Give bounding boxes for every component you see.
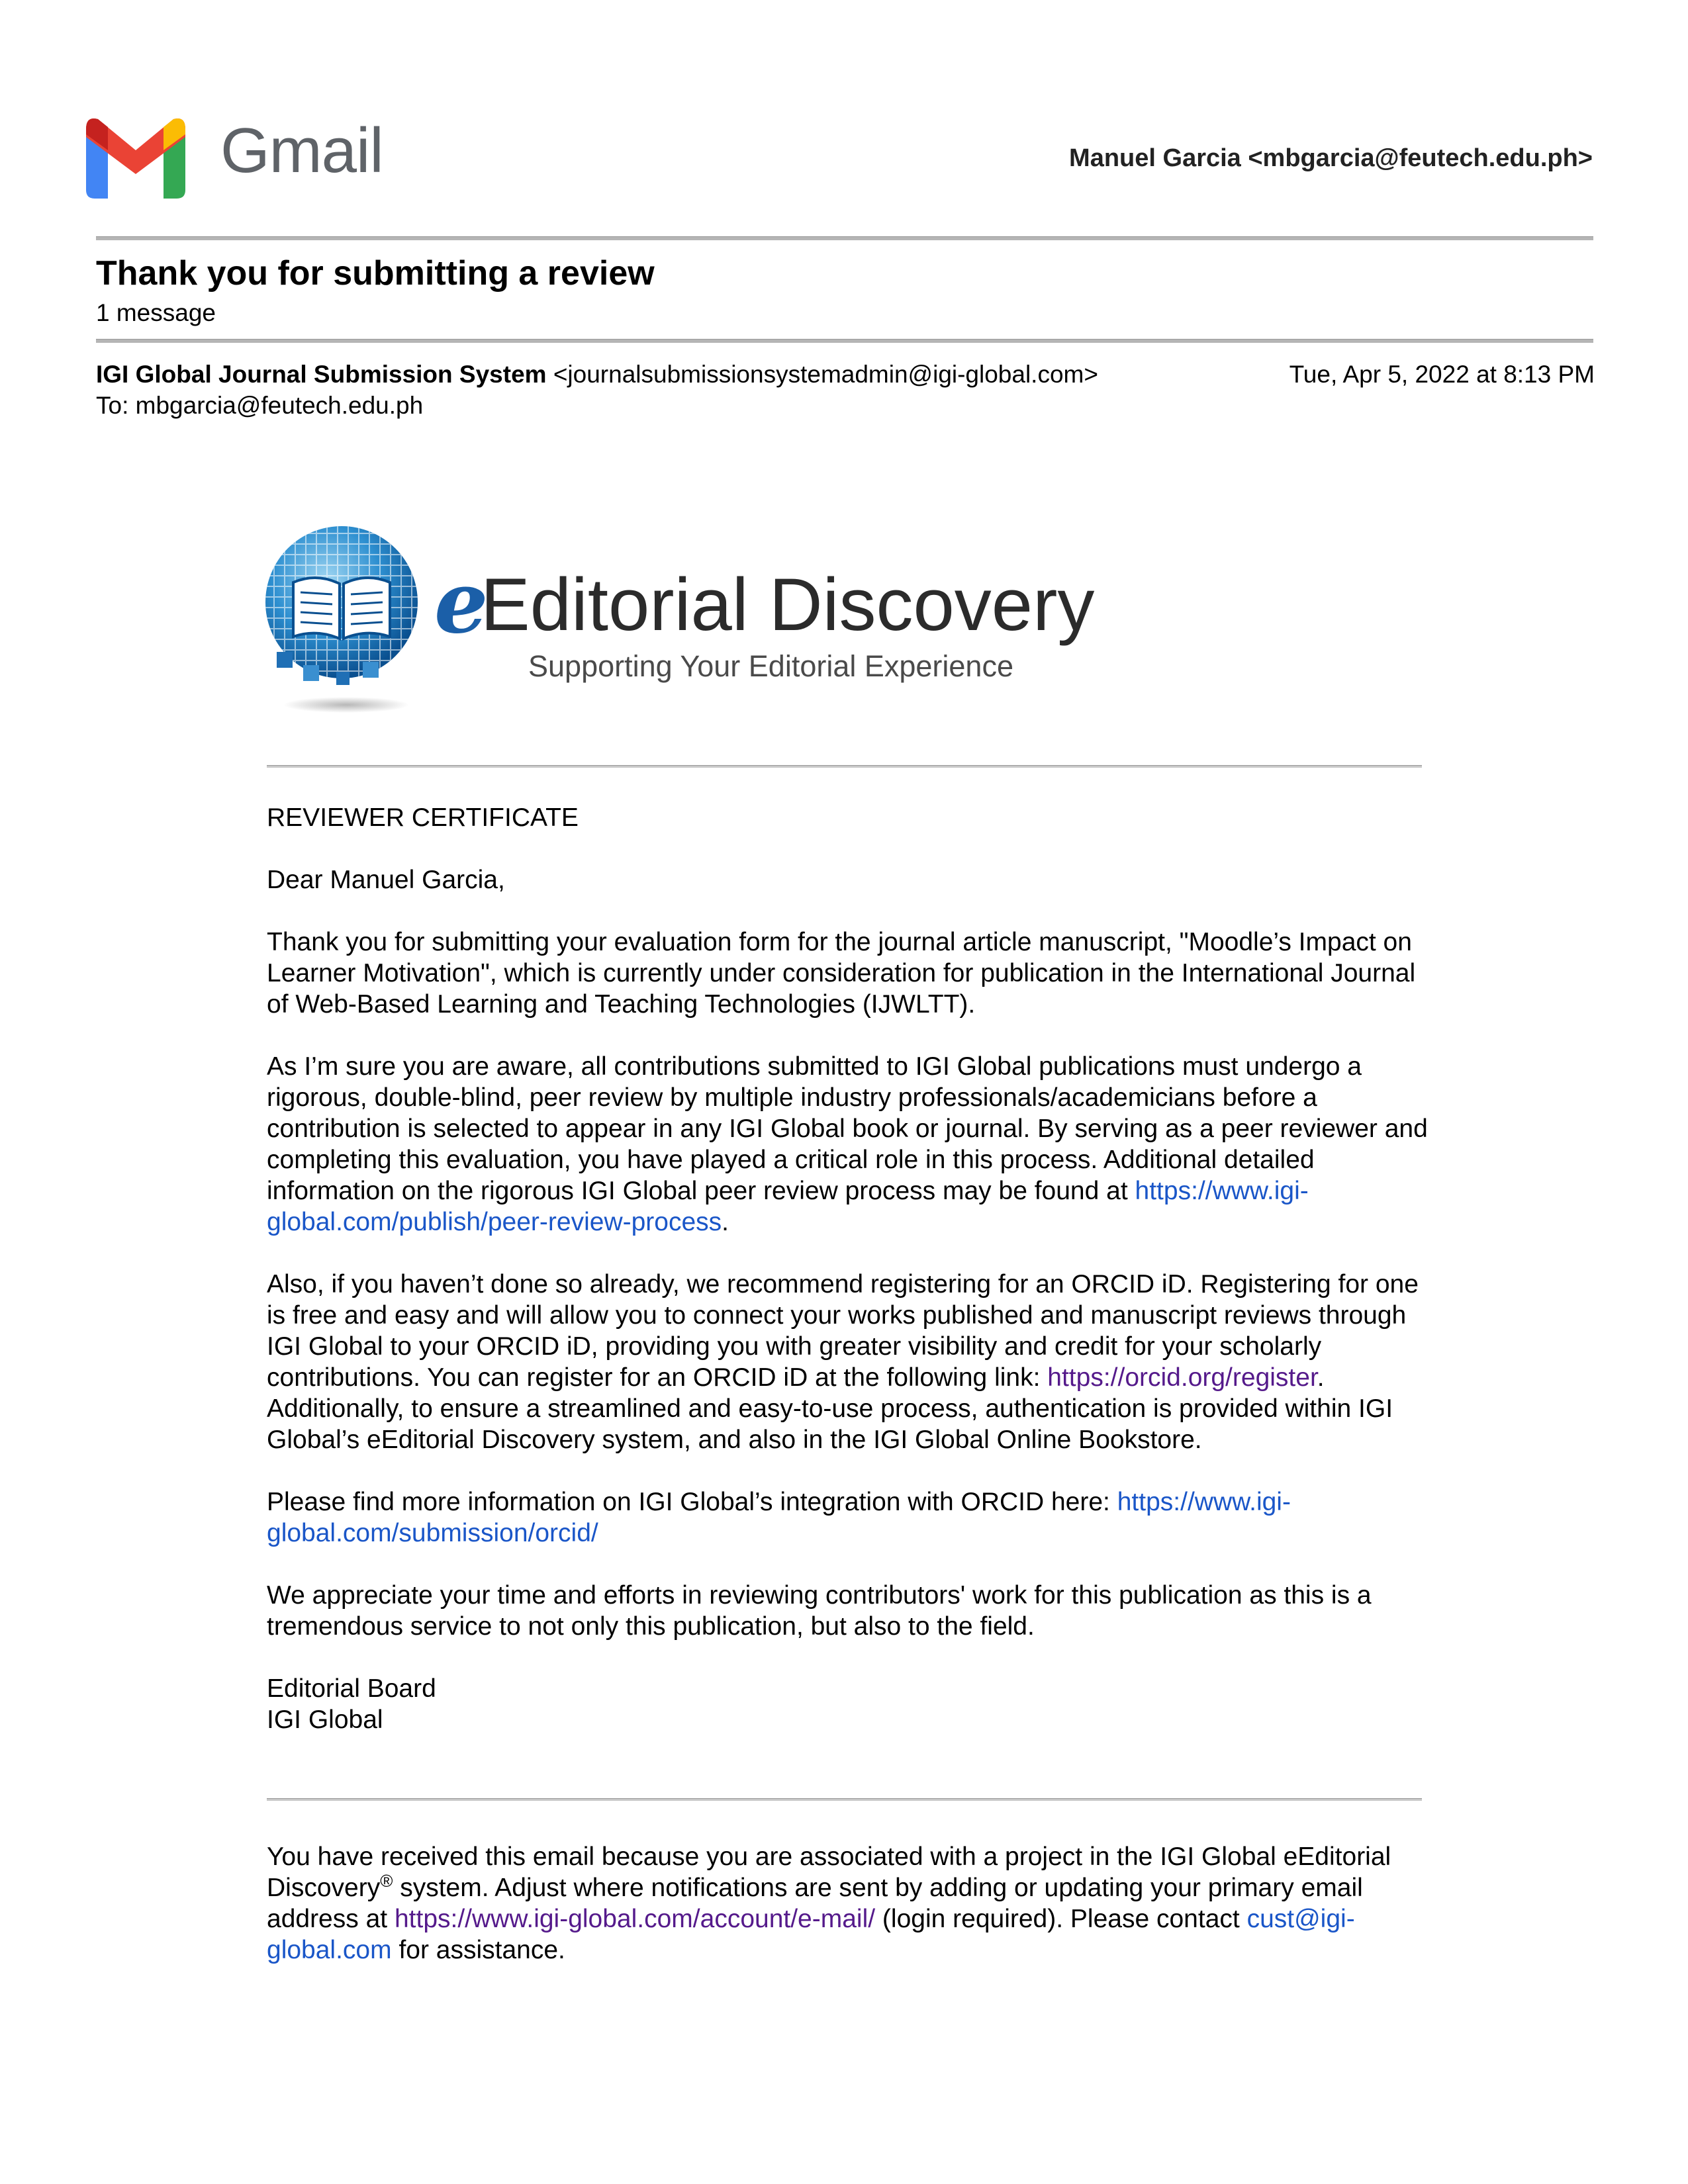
message-date: Tue, Apr 5, 2022 at 8:13 PM: [1289, 361, 1595, 388]
paragraph-3: [267, 1269, 1432, 1455]
sender-email: <journalsubmissionsystemadmin@igi-global.com>: [553, 361, 1098, 388]
footer-text-3: (login required). Please contact: [875, 1905, 1247, 1933]
support-email-link[interactable]: cust@igi-global.com: [267, 1905, 1355, 1964]
paragraph-5: We appreciate your time and efforts in reviewing contributors' work for this publication as this is a tremendous service to not only this publication, but also to the field.: [267, 1581, 1372, 1641]
email-body: [267, 802, 1432, 1735]
paragraph-3-text: Also, if you haven’t done so already, we recommend registering for an ORCID iD. Registering for one is free and easy and will allow you to connect your works published and manuscript reviews through IGI Global to your ORCID iD, providing you with greater visibility and credit for your scholarly contributions. You can register for an ORCID iD at the following link:: [267, 1270, 1419, 1392]
recipient-line: To: mbgarcia@feutech.edu.ph: [96, 392, 424, 419]
logo-e: e: [434, 553, 489, 653]
orcid-register-link[interactable]: https://orcid.org/register: [1047, 1363, 1317, 1392]
peer-review-link[interactable]: https://www.igi-global.com/publish/peer-review-process: [267, 1177, 1309, 1236]
gmail-logo-icon: [86, 116, 185, 199]
registered-mark: ®: [380, 1871, 393, 1891]
thread-divider: [96, 339, 1593, 343]
account-email-link[interactable]: https://www.igi-global.com/account/e-mail/: [394, 1905, 876, 1933]
footer-paragraph: [267, 1841, 1432, 1966]
paragraph-3-end: . Additionally, to ensure a streamlined and easy-to-use process, authentication is provided within IGI Global’s eEditorial Discovery system, and also in the IGI Global Online Bookstore.: [267, 1363, 1393, 1454]
paragraph-2-end: .: [722, 1208, 729, 1236]
eeditorial-discovery-logo: [263, 523, 1164, 721]
signature-line-1: Editorial Board: [267, 1674, 436, 1703]
paragraph-2-text: As I’m sure you are aware, all contributions submitted to IGI Global publications must undergo a rigorous, double-blind, peer review by multiple industry professionals/academicians before a contribution is selected to appear in any IGI Global book or journal. By serving as a peer reviewer and completing this evaluation, you have played a critical role in this process. Additional detailed information on the rigorous IGI Global peer review process may be found at: [267, 1052, 1428, 1205]
footer-text-1: You have received this email because you are associated with a project in the IGI Global eEditorial Discovery: [267, 1843, 1391, 1902]
header-divider: [96, 236, 1593, 240]
logo-tagline: Supporting Your Editorial Experience: [528, 649, 1013, 683]
footer-text-4: for assistance.: [391, 1936, 565, 1964]
logo-title: Editorial Discovery: [481, 563, 1095, 646]
sender-line: [96, 361, 1098, 388]
body-divider-bottom: [267, 1798, 1422, 1801]
email-footer: [267, 1841, 1432, 1966]
footer-text-2: system. Adjust where notifications are sent by adding or updating your primary email address at: [267, 1874, 1363, 1933]
sender-name: IGI Global Journal Submission System: [96, 361, 547, 388]
paragraph-4-text: Please find more information on IGI Global’s integration with ORCID here:: [267, 1488, 1117, 1516]
paragraph-2: [267, 1051, 1432, 1238]
greeting: Dear Manuel Garcia,: [267, 866, 505, 894]
paragraph-4: [267, 1486, 1432, 1549]
signature-line-2: IGI Global: [267, 1706, 383, 1734]
body-divider-top: [267, 765, 1422, 768]
account-identity: Manuel Garcia <mbgarcia@feutech.edu.ph>: [1069, 144, 1593, 172]
orcid-integration-link[interactable]: https://www.igi-global.com/submission/orcid/: [267, 1488, 1291, 1547]
paragraph-1: Thank you for submitting your evaluation form for the journal article manuscript, "Moodle’s Impact on Learner Motivation", which is currently under consideration for publication in the International Journal of Web-Based Learning and Teaching Technologies (IJWLTT).: [267, 928, 1416, 1019]
email-subject: Thank you for submitting a review: [96, 254, 655, 293]
message-count: 1 message: [96, 299, 216, 326]
signature: [267, 1673, 1432, 1735]
certificate-heading: REVIEWER CERTIFICATE: [267, 803, 579, 832]
gmail-wordmark: Gmail: [220, 115, 383, 186]
